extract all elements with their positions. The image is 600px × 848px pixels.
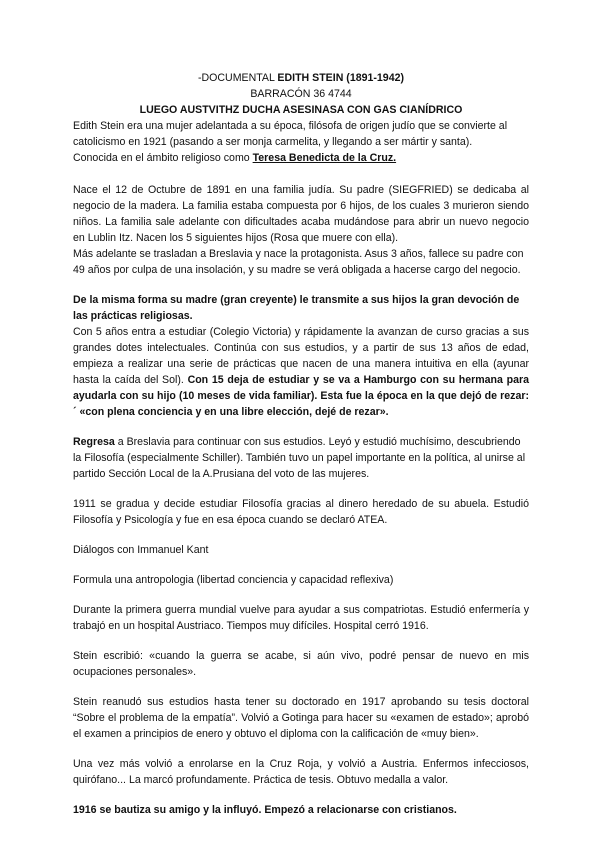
birth-paragraph: Nace el 12 de Octubre de 1891 en una familia judía. Su padre (SIEGFRIED) se dedicaba al negocio de la madera. La familia estaba compuesta por 6 hijos, de los cuales 3 murieron siendo niños. La familia sale adelante con dificultades acaba mudándose para abrir un nuevo negocio en Lublin Itz. Nacen los 5 siguientes hijos (Rosa que muere con ella). [73, 184, 529, 244]
barracon-line: BARRACÓN 36 4744 [250, 88, 352, 100]
document-body [73, 70, 529, 818]
title-name: EDITH STEIN (1891-1942) [277, 72, 405, 84]
anthropology-line: Formula una antropologia (libertad conciencia y capacidad reflexiva) [73, 574, 394, 586]
quote-paragraph: Stein escribió: «cuando la guerra se acabe, si aún vivo, podré pensar de nuevo en mis ocupaciones personales». [73, 650, 529, 678]
graduation-paragraph: 1911 se gradua y decide estudiar Filosofía gracias al dinero heredado de su abuela. Estudió Filosofía y Psicología y fue en esa época cuando se declaró ATEA. [73, 498, 529, 526]
document-subtitle: LUEGO AUSTVITHZ DUCHA ASESINASA CON GAS CIANÍDRICO [139, 104, 463, 116]
devotion-paragraph [73, 324, 529, 420]
title-prefix: -DOCUMENTAL [197, 72, 278, 84]
kant-line: Diálogos con Immanuel Kant [73, 544, 209, 556]
religious-name: Teresa Benedicta de la Cruz. [252, 152, 397, 164]
intro-paragraph: Edith Stein era una mujer adelantada a su época, filósofa de origen judío que se convierte al catolicismo en 1921 (pasando a ser monja carmelita, y llegando a ser mártir y santa). [73, 120, 508, 148]
move-paragraph: Más adelante se trasladan a Breslavia y nace la protagonista. Asus 3 años, fallece su padre con 49 años por culpa de una insolación, y su madre se verá obligada a hacerse cargo del negocio. [73, 248, 524, 276]
war-paragraph: Durante la primera guerra mundial vuelve para ayudar a sus compatriotas. Estudió enfermería y trabajó en un hospital Austriaco. Tiempos muy difíciles. Hospital cerró 1916. [73, 604, 529, 632]
doctorate-paragraph: Stein reanudó sus estudios hasta tener su doctorado en 1917 aprobando su tesis doctoral “Sobre el problema de la empatía”. Volvió a Gotinga para hacer su «examen de estado»; aprobó el examen a principios de enero y obtuvo el diploma con la calificación de «muy bien». [73, 696, 529, 740]
baptism-line: 1916 se bautiza su amigo y la influyó. Empezó a relacionarse con cristianos. [73, 804, 457, 816]
returns-paragraph [73, 434, 529, 482]
document-title [73, 70, 529, 86]
known-as-line [73, 150, 529, 166]
returns-bold: Regresa [73, 436, 115, 448]
returns-text: a Breslavia para continuar con sus estudios. Leyó y estudió muchísimo, descubriendo la Filosofía (especialmente Schiller). También tuvo un papel importante en la política, al unirse al partido Sección Local de la A.Prusiana del voto de las mujeres. [73, 436, 526, 480]
known-as-prefix: Conocida en el ámbito religioso como [73, 152, 253, 164]
devotion-bold: Con 15 deja de estudiar y se va a Hamburgo con su hermana para ayudarla con su hijo (10 meses de vida familiar). Esta fue la época en la que dejó de rezar:´ «con plena conciencia y en una libre elección, dejé de rezar». [73, 374, 530, 418]
redcross-paragraph: Una vez más volvió a enrolarse en la Cruz Roja, y volvió a Austria. Enfermos infecciosos, quirófano... La marcó profundamente. Práctica de tesis. Obtuvo medalla a valor. [73, 758, 529, 786]
devotion-text: Con 5 años entra a estudiar (Colegio Victoria) y rápidamente la avanzan de curso gracias a sus grandes dotes intelectuales. Continúa con sus estudios, y a partir de sus 13 años de edad, empieza a realizar una serie de prácticas que nacen de una manera intuitiva en ella (ayunar hasta la caída del Sol). [73, 326, 529, 386]
devotion-heading: De la misma forma su madre (gran creyente) le transmite a sus hijos la gran devoción de las prácticas religiosas. [73, 294, 520, 322]
